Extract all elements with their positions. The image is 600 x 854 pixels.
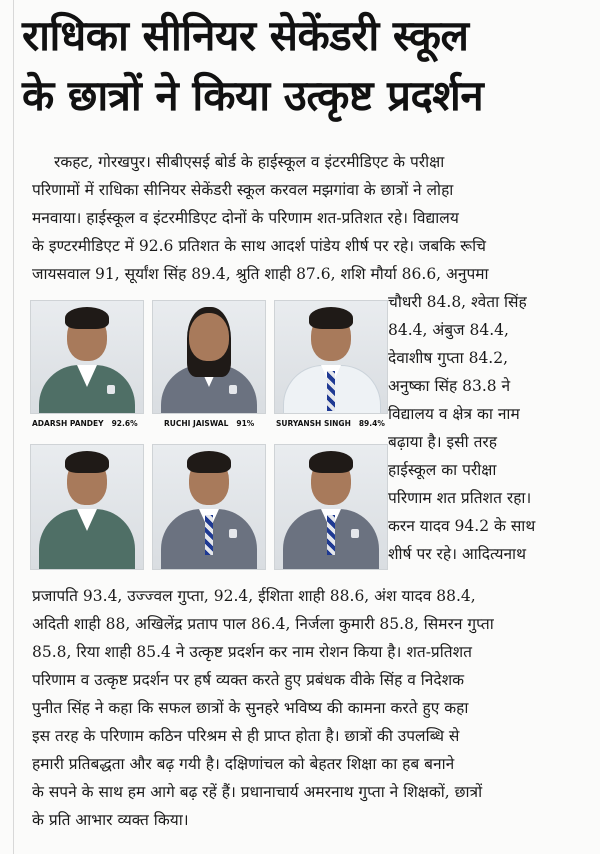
article-line: विद्यालय व क्षेत्र का नाम (388, 405, 520, 423)
caption-score: 92.6% (111, 419, 138, 428)
article-line: अदिती शाही 88, अखिलेंद्र प्रताप पाल 86.4, निर्जला कुमारी 85.8, सिमरन गुप्ता (32, 615, 494, 633)
article-line: चौधरी 84.8, श्वेता सिंह (388, 293, 527, 311)
article-line: हमारी प्रतिबद्धता और बढ़ गयी है। दक्षिणांचल को बेहतर शिक्षा का हब बनाने (32, 755, 455, 773)
article-line: के प्रति आभार व्यक्त किया। (32, 811, 189, 829)
column-rule (13, 0, 14, 854)
caption-name: RUCHI JAISWAL (164, 419, 229, 428)
student-photo (274, 300, 388, 414)
article-line: हाईस्कूल का परीक्षा (388, 461, 497, 479)
article-line: परिणामों में राधिका सीनियर सेकेंडरी स्कूल करवल मझगांवा के छात्रों ने लोहा (32, 181, 454, 199)
photo-caption (276, 418, 385, 430)
article-line: मनवाया। हाईस्कूल व इंटरमीडिएट दोनों के परिणाम शत-प्रतिशत रहे। विद्यालय (32, 209, 459, 227)
article-line: 84.4, अंबुज 84.4, (388, 321, 509, 339)
article-line: परिणाम शत प्रतिशत रहा। (388, 489, 532, 507)
article-line: अनुष्का सिंह 83.8 ने (388, 377, 511, 395)
student-photo (152, 444, 266, 570)
student-photo (30, 444, 144, 570)
article-line: देवाशीष गुप्ता 84.2, (388, 349, 509, 367)
article-intro (32, 148, 588, 288)
student-photo (274, 444, 388, 570)
photo-caption (32, 418, 138, 430)
article-body (32, 582, 588, 834)
article-line: 85.8, रिया शाही 85.4 ने उत्कृष्ट प्रदर्शन कर नाम रोशन किया है। शत-प्रतिशत (32, 643, 472, 661)
article-line: शीर्ष पर रहे। आदित्यनाथ (388, 545, 526, 563)
student-photo-grid (28, 300, 384, 574)
headline-line-2: के छात्रों ने किया उत्कृष्ट प्रदर्शन (22, 71, 484, 120)
article-line: बढ़ाया है। इसी तरह (388, 433, 497, 451)
article-line: प्रजापति 93.4, उज्ज्वल गुप्ता, 92.4, ईशिता शाही 88.6, अंश यादव 88.4, (32, 587, 476, 605)
caption-name: SURYANSH SINGH (276, 419, 351, 428)
article-line: रकहट, गोरखपुर। सीबीएसई बोर्ड के हाईस्कूल व इंटरमीडिएट के परीक्षा (54, 153, 445, 171)
headline (22, 6, 592, 126)
article-line: के सपने के साथ हम आगे बढ़ रहें हैं। प्रधानाचार्य अमरनाथ गुप्ता ने शिक्षकों, छात्रों (32, 783, 483, 801)
article-line: के इण्टरमीडिएट में 92.6 प्रतिशत के साथ आदर्श पांडेय शीर्ष पर रहे। जबकि रूचि (32, 237, 486, 255)
caption-name: ADARSH PANDEY (32, 419, 104, 428)
student-photo (30, 300, 144, 414)
article-line: परिणाम व उत्कृष्ट प्रदर्शन पर हर्ष व्यक्त करते हुए प्रबंधक वीके सिंह व निदेशक (32, 671, 465, 689)
article-side-column (388, 288, 588, 568)
caption-score: 89.4% (358, 419, 385, 428)
article-line: जायसवाल 91, सूर्यांश सिंह 89.4, श्रुति शाही 87.6, शशि मौर्या 86.6, अनुपमा (32, 265, 489, 283)
student-photo (152, 300, 266, 414)
article-line: इस तरह के परिणाम कठिन परिश्रम से ही प्राप्त होता है। छात्रों की उपलब्धि से (32, 727, 460, 745)
article-line: करन यादव 94.2 के साथ (388, 517, 536, 535)
photo-caption (164, 418, 254, 430)
article-line: पुनीत सिंह ने कहा कि सफल छात्रों के सुनहरे भविष्य की कामना करते हुए कहा (32, 699, 469, 717)
caption-score: 91% (236, 419, 255, 428)
headline-line-1: राधिका सीनियर सेकेंडरी स्कूल (22, 11, 469, 60)
